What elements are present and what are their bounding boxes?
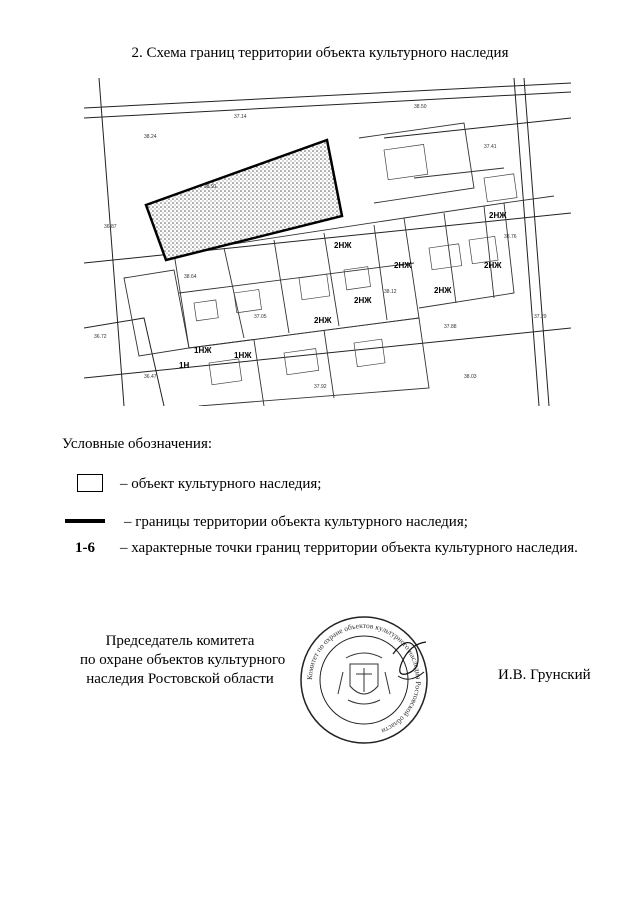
map-label: 2НЖ — [489, 211, 507, 220]
map-label: 2НЖ — [334, 241, 352, 250]
cadastral-map — [84, 78, 571, 406]
legend-object-symbol — [77, 474, 103, 492]
signatory-position — [80, 632, 286, 689]
cadastral-plan-icon — [84, 78, 571, 406]
legend-boundary-text: – границы территории объекта культурного наследия; — [124, 514, 468, 530]
svg-text:37.92: 37.92 — [314, 384, 327, 390]
svg-text:38.64: 38.64 — [184, 274, 197, 280]
legend-boundary-symbol — [65, 519, 105, 523]
svg-text:36.87: 36.87 — [104, 224, 117, 230]
map-label: 2НЖ — [394, 261, 412, 270]
svg-text:36.47: 36.47 — [144, 374, 157, 380]
svg-text:38.24: 38.24 — [144, 134, 157, 140]
svg-text:38.91: 38.91 — [204, 184, 217, 190]
map-label: 1НЖ — [234, 351, 252, 360]
legend-points-text: – характерные точки границ территории объекта культурного наследия. — [120, 540, 578, 556]
page-title: 2. Схема границ территории объекта культурного наследия — [131, 45, 509, 61]
map-label: 1НЖ — [194, 346, 212, 355]
svg-text:38.76: 38.76 — [504, 234, 517, 240]
svg-text:36.72: 36.72 — [94, 334, 107, 340]
svg-text:37.05: 37.05 — [254, 314, 267, 320]
legend-heading: Условные обозначения: — [62, 436, 213, 452]
legend-object-text: – объект культурного наследия; — [120, 476, 322, 492]
map-label: 2НЖ — [484, 261, 502, 270]
round-seal-icon — [298, 614, 430, 746]
seal-text: Комитет по охране объектов культурного наследия Ростовской области — [304, 620, 424, 736]
position-line: по охране объектов культурного — [80, 652, 286, 668]
map-label: 2НЖ — [314, 316, 332, 325]
legend-points-symbol: 1-6 — [75, 540, 95, 556]
svg-text:37.88: 37.88 — [444, 324, 457, 330]
map-label: 2НЖ — [434, 286, 452, 295]
position-line: Председатель комитета — [105, 633, 255, 649]
svg-text:37.14: 37.14 — [234, 114, 247, 120]
signatory-name: И.В. Грунский — [498, 667, 591, 683]
svg-text:38.50: 38.50 — [414, 104, 427, 110]
svg-text:37.29: 37.29 — [534, 314, 547, 320]
svg-text:38.03: 38.03 — [464, 374, 477, 380]
svg-text:38.12: 38.12 — [384, 289, 397, 295]
map-label: 2НЖ — [354, 296, 372, 305]
position-line: наследия Ростовской области — [86, 671, 274, 687]
map-label: 1Н — [179, 361, 190, 370]
svg-text:37.41: 37.41 — [484, 144, 497, 150]
